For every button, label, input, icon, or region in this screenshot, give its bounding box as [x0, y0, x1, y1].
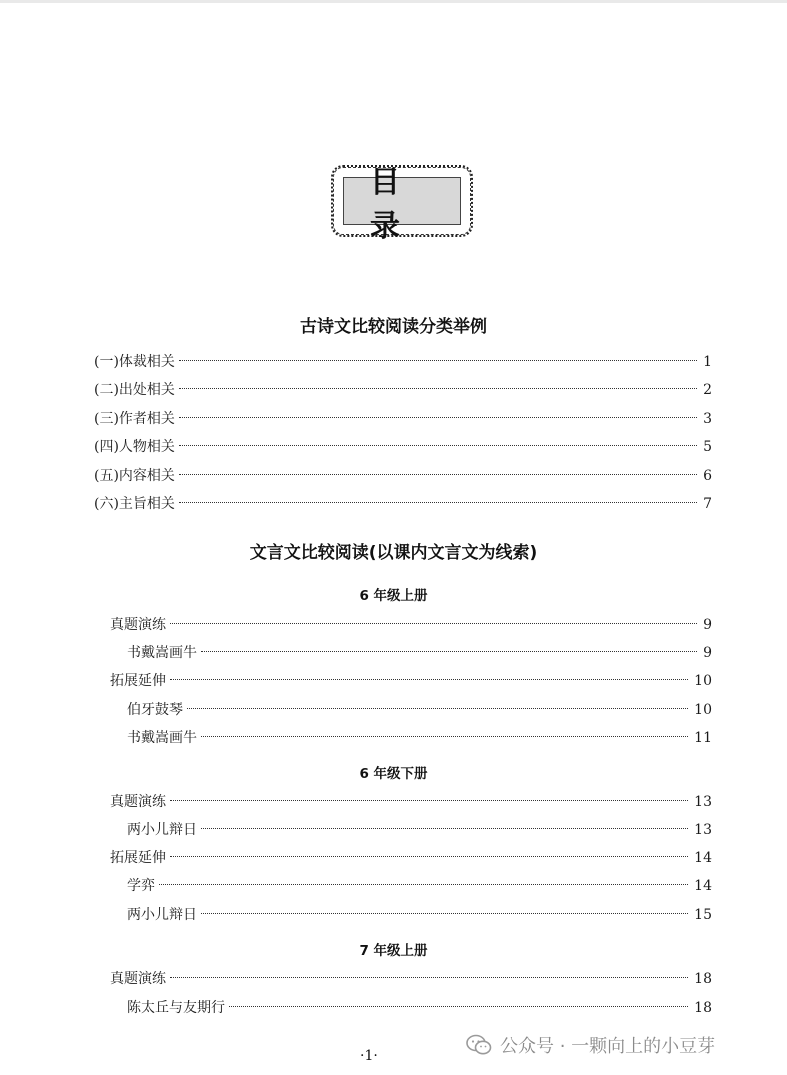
toc-entry[interactable]: (五)内容相关 6	[94, 468, 712, 484]
toc-entry[interactable]: 书戴嵩画牛 9	[127, 645, 712, 661]
grade-title: 6 年级下册	[359, 766, 428, 782]
page-title: 目 录	[343, 177, 461, 225]
section-title-poetry: 古诗文比较阅读分类举例	[300, 317, 487, 337]
toc-entry[interactable]: 拓展延伸 10	[110, 673, 712, 689]
toc-entry[interactable]: 书戴嵩画牛 11	[127, 730, 712, 746]
toc-entry[interactable]: (四)人物相关 5	[94, 439, 712, 455]
toc-entry[interactable]: 两小儿辩日 15	[127, 907, 712, 923]
toc-entry[interactable]: (一)体裁相关 1	[94, 354, 712, 370]
title-frame	[333, 165, 471, 244]
toc-entry[interactable]: 真题演练 18	[110, 971, 712, 987]
top-border	[0, 0, 787, 3]
watermark-text: 公众号 · 一颗向上的小豆芽	[500, 1036, 716, 1057]
section-title-classical: 文言文比较阅读(以课内文言文为线索)	[249, 543, 538, 563]
toc-entry[interactable]: (六)主旨相关 7	[94, 496, 712, 512]
watermark	[466, 1032, 715, 1058]
toc-entry[interactable]: (三)作者相关 3	[94, 411, 712, 427]
toc-entry[interactable]: 拓展延伸 14	[110, 850, 712, 866]
toc-entry[interactable]: 陈太丘与友期行 18	[127, 1000, 712, 1016]
grade-title: 7 年级上册	[359, 943, 428, 959]
wechat-icon	[466, 1034, 492, 1056]
toc-entry[interactable]: 真题演练 9	[110, 617, 712, 633]
page-number: ·1·	[360, 1048, 378, 1064]
toc-entry[interactable]: 真题演练 13	[110, 794, 712, 810]
toc-entry[interactable]: 学弈 14	[127, 878, 712, 894]
toc-entry[interactable]: 两小儿辩日 13	[127, 822, 712, 838]
grade-title: 6 年级上册	[359, 588, 428, 604]
toc-entry[interactable]: 伯牙鼓琴 10	[127, 702, 712, 718]
toc-entry[interactable]: (二)出处相关 2	[94, 382, 712, 398]
